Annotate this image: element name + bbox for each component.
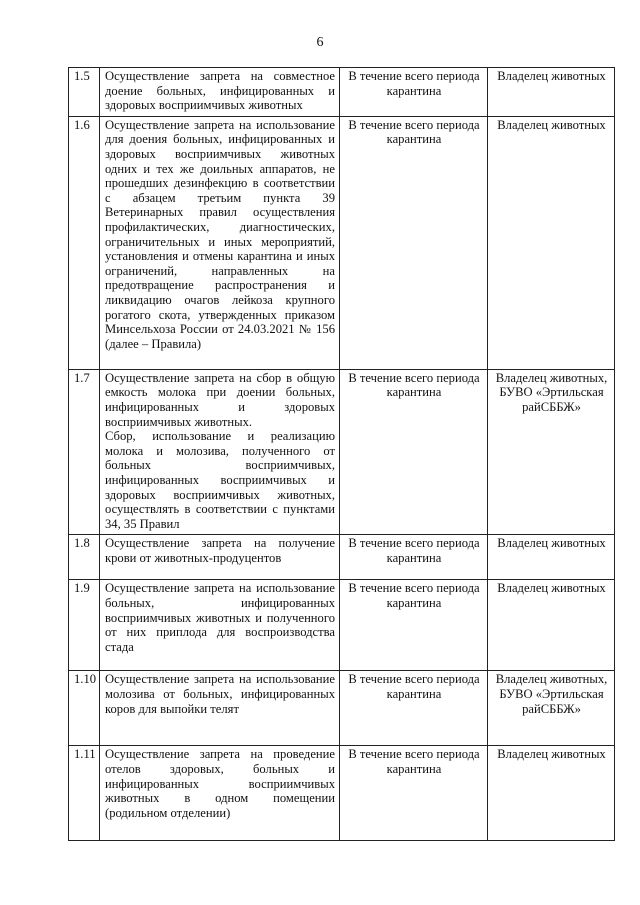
responsible-line: Владелец животных [497, 69, 606, 83]
responsible-line: БУВО «Эртильская [499, 686, 604, 701]
responsible-line: Владелец животных [497, 581, 606, 596]
table-row [69, 746, 615, 841]
responsible-line: Владелец животных, [495, 370, 608, 385]
row-action: Осуществление запрета на использование для доения больных, инфицированных и здоровых восприимчивых животных одних и тех же доильных аппаратов, не прошедших дезинфекцию в соответствии с абзацем третьим пункта 39 Ветеринарных правил осуществления профилактических, диагностических, ограничительных и иных мероприятий, установления и отмены карантина и иных ограничений, направленных на предотвращение распространения и ликвидацию очагов лейкоза крупного рогатого скота, утвержденных приказом Минсельхоза России от 24.03.2021 № 156 (далее – Правила) [100, 116, 340, 369]
responsible-line: райСББЖ» [522, 701, 581, 716]
row-term: В течение всего периода карантина [340, 671, 488, 746]
row-action: Осуществление запрета на совместное доение больных, инфицированных и здоровых восприимчивых животных [100, 68, 340, 117]
table-row [69, 68, 615, 117]
row-term: В течение всего периода карантина [340, 116, 488, 369]
page-number: 6 [316, 35, 324, 50]
responsible-line: Владелец животных, [495, 672, 608, 687]
row-number: 1.7 [69, 369, 100, 535]
row-number: 1.6 [69, 116, 100, 369]
table-row [69, 580, 615, 671]
row-term: В течение всего периода карантина [340, 68, 488, 117]
row-number: 1.11 [69, 746, 100, 841]
responsible-line: БУВО «Эртильская [499, 385, 604, 400]
row-number: 1.8 [69, 535, 100, 580]
row-responsible [488, 535, 615, 580]
row-term: В течение всего периода карантина [340, 746, 488, 841]
row-term: В течение всего периода карантина [340, 535, 488, 580]
table-row [69, 535, 615, 580]
table-row [69, 369, 615, 535]
row-responsible [488, 369, 615, 535]
responsible-line: райСББЖ» [522, 399, 581, 414]
row-responsible [488, 746, 615, 841]
row-responsible [488, 671, 615, 746]
row-term: В течение всего периода карантина [340, 369, 488, 535]
row-responsible [488, 116, 615, 369]
row-number: 1.5 [69, 68, 100, 117]
row-number: 1.9 [69, 580, 100, 671]
row-responsible [488, 68, 615, 117]
row-responsible [488, 580, 615, 671]
responsible-line: Владелец животных [497, 536, 606, 551]
responsible-line: Владелец животных [497, 117, 606, 132]
row-action-part2: Сбор, использование и реализацию молока и молозива, полученного от больных восприимчивых, инфицированных восприимчивых и здоровых восприимчивых животных, осуществлять в соответствии с пунктами 34, 35 Правил [105, 429, 335, 531]
row-number: 1.10 [69, 671, 100, 746]
row-action: Осуществление запрета на получение крови от животных-продуцентов [100, 535, 340, 580]
row-action: Осуществление запрета на использование молозива от больных, инфицированных коров для выпойки телят [100, 671, 340, 746]
row-action-part1: Осуществление запрета на сбор в общую емкость молока при доении больных, инфицированных и здоровых восприимчивых животных. [105, 370, 335, 429]
row-action: Осуществление запрета на использование больных, инфицированных восприимчивых животных и полученного от них приплода для воспроизводства стада [100, 580, 340, 671]
row-term: В течение всего периода карантина [340, 580, 488, 671]
row-action: Осуществление запрета на проведение отелов здоровых, больных и инфицированных восприимчивых животных в одном помещении (родильном отделении) [100, 746, 340, 841]
measures-table [68, 67, 615, 841]
row-action [100, 369, 340, 535]
table-row [69, 116, 615, 369]
table-row [69, 671, 615, 746]
responsible-line: Владелец животных [497, 747, 606, 762]
